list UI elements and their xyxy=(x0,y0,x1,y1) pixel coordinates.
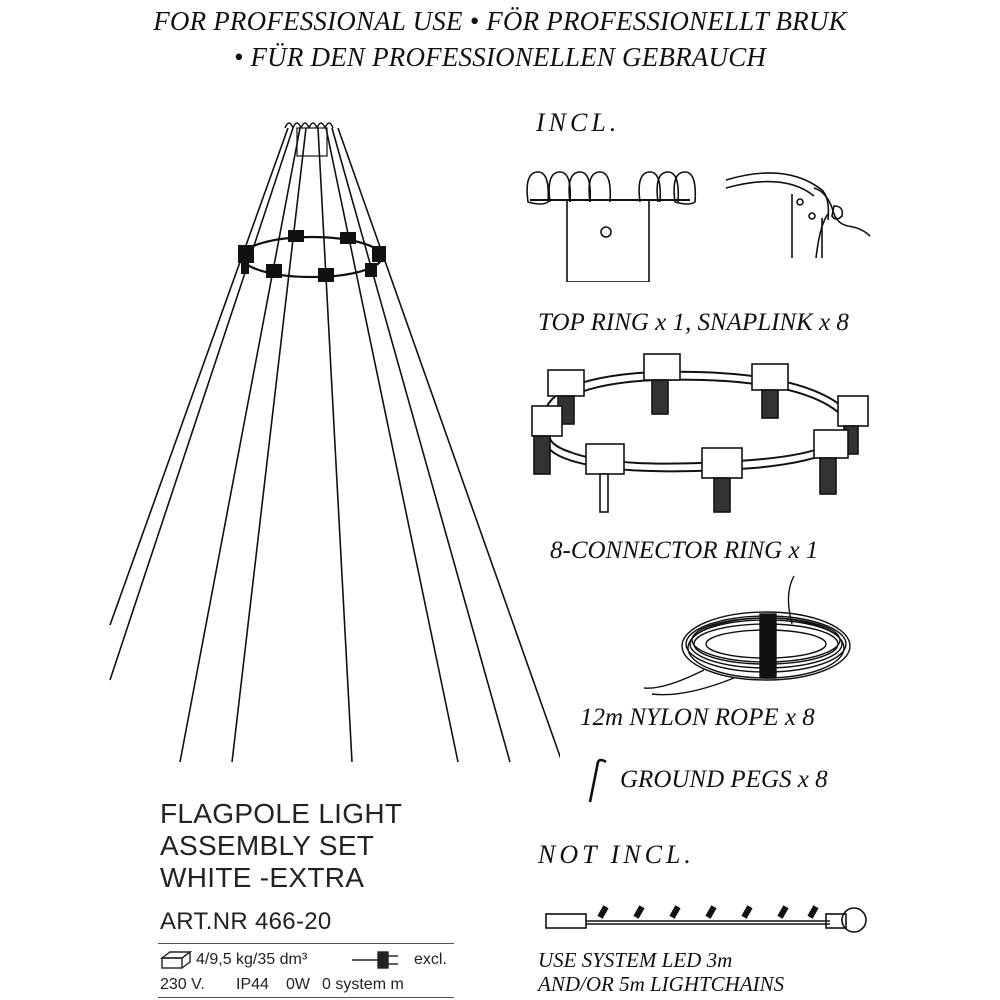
product-title-line-1: FLAGPOLE LIGHT xyxy=(160,798,403,829)
rope-label: 12m NYLON ROPE x 8 xyxy=(580,704,815,731)
package-icon xyxy=(160,950,192,970)
voltage: 230 V. xyxy=(160,976,205,993)
plug-icon xyxy=(352,948,402,972)
light-chain-icon xyxy=(540,896,870,946)
plug-note: excl. xyxy=(414,951,447,968)
not-included-heading: NOT INCL. xyxy=(538,840,695,869)
pegs-label: GROUND PEGS x 8 xyxy=(620,766,828,793)
connector-ring-icon xyxy=(524,348,874,518)
rope-coil-icon xyxy=(644,574,864,704)
header-line-2: • FÜR DEN PROFESSIONELLEN GEBRAUCH xyxy=(233,42,767,72)
not-included-line-1: USE SYSTEM LED 3m xyxy=(538,948,733,972)
not-included-line-2: AND/OR 5m LIGHTCHAINS xyxy=(538,972,785,996)
header-line-1: FOR PROFESSIONAL USE • FÖR PROFESSIONELLT BRUK xyxy=(153,6,847,36)
art-number: ART.NR 466-20 xyxy=(160,908,332,935)
spec-divider-top xyxy=(158,943,454,944)
top-ring-detail-icon xyxy=(722,158,872,268)
product-title-line-3: WHITE -EXTRA xyxy=(160,862,365,893)
ground-peg-icon xyxy=(584,756,614,806)
weight-volume: 4/9,5 kg/35 dm³ xyxy=(196,951,308,968)
top-ring-label: TOP RING x 1, SNAPLINK x 8 xyxy=(538,309,849,336)
snaplink-icon xyxy=(520,162,700,282)
included-heading: INCL. xyxy=(536,108,621,137)
ip-rating: IP44 xyxy=(236,976,269,993)
product-title-line-2: ASSEMBLY SET xyxy=(160,830,375,861)
system: 0 system m xyxy=(322,976,404,993)
connector-ring-label: 8-CONNECTOR RING x 1 xyxy=(550,537,819,564)
spec-divider-bottom xyxy=(158,997,454,998)
power: 0W xyxy=(286,976,310,993)
flagpole-tree-icon xyxy=(0,0,560,780)
